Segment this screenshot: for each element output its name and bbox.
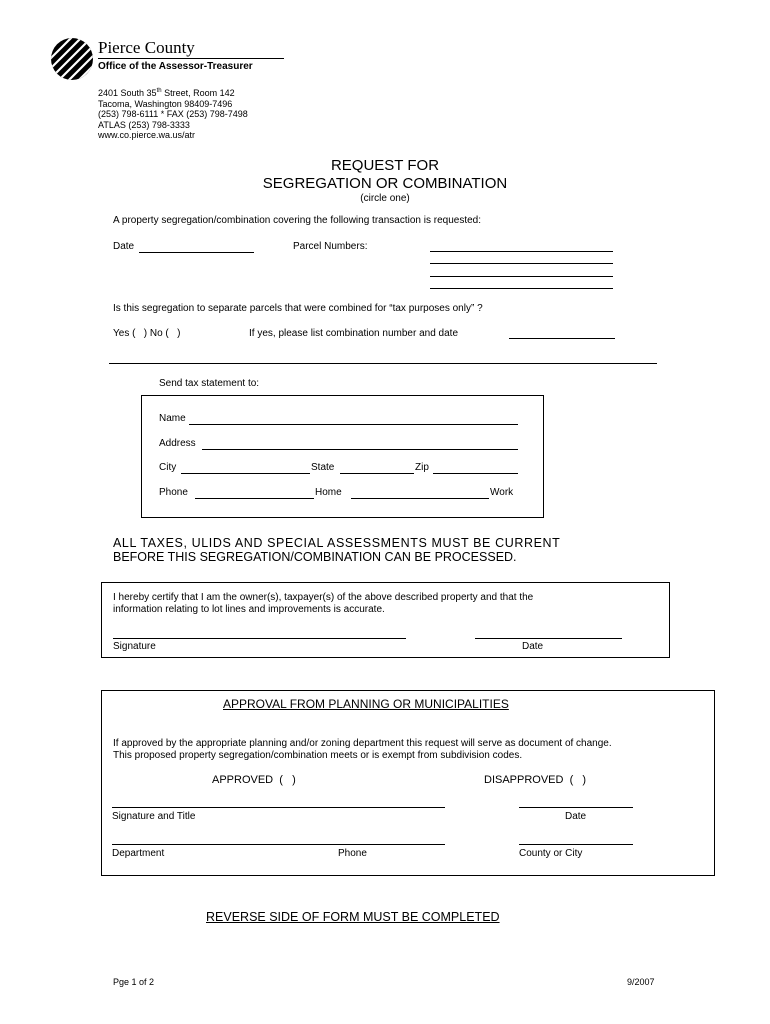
county-city-field[interactable]: [519, 844, 633, 845]
combination-prompt: If yes, please list combination number and date: [249, 328, 459, 339]
department-phone-field[interactable]: [112, 844, 445, 845]
approval-date-label: Date: [565, 811, 587, 822]
approval-phone-label: Phone: [338, 848, 367, 859]
approval-date-field[interactable]: [519, 807, 633, 808]
county-logo-icon: [50, 37, 94, 81]
revision-date: 9/2007: [627, 977, 655, 987]
approval-heading: APPROVAL FROM PLANNING OR MUNICIPALITIES: [223, 697, 509, 711]
tax-purposes-question: Is this segregation to separate parcels that were combined for “tax purposes only” ?: [113, 303, 483, 314]
certify-date-label: Date: [522, 641, 544, 652]
work-phone-field[interactable]: [351, 498, 489, 499]
warning-line2: BEFORE THIS SEGREGATION/COMBINATION CAN BE PROCESSED.: [113, 550, 517, 564]
date-label: Date: [113, 241, 135, 252]
parcel-number-field-4[interactable]: [430, 288, 613, 289]
city-label: City: [159, 462, 177, 473]
approval-box: [101, 690, 715, 876]
address-block: [98, 86, 248, 141]
approver-signature-field[interactable]: [112, 807, 445, 808]
owner-date-field[interactable]: [475, 638, 622, 639]
home-label: Home: [315, 487, 342, 498]
certify-text-line2: information relating to lot lines and improvements is accurate.: [113, 604, 385, 615]
address-field[interactable]: [202, 449, 518, 450]
approved-checkbox[interactable]: APPROVED ( ): [212, 774, 296, 786]
address-line2: Tacoma, Washington 98409-7496: [98, 98, 233, 109]
office-name: Office of the Assessor-Treasurer: [98, 61, 253, 72]
owner-signature-field[interactable]: [113, 638, 406, 639]
disapproved-checkbox[interactable]: DISAPPROVED ( ): [484, 774, 587, 786]
approval-text-line2: This proposed property segregation/combination meets or is exempt from subdivision codes.: [113, 750, 523, 761]
phone-fax: (253) 798-6111 * FAX (253) 798-7498: [98, 109, 248, 119]
certify-text-line1: I hereby certify that I am the owner(s), taxpayer(s) of the above described property and that the: [113, 592, 534, 603]
intro-text: A property segregation/combination covering the following transaction is requested:: [113, 215, 481, 226]
county-logo: [50, 37, 94, 81]
parcel-number-field-2[interactable]: [430, 263, 613, 264]
title-note: (circle one): [360, 193, 410, 204]
zip-label: Zip: [415, 462, 429, 473]
date-field[interactable]: [139, 252, 254, 253]
section-divider: [109, 363, 657, 364]
reverse-side-note: REVERSE SIDE OF FORM MUST BE COMPLETED: [206, 910, 500, 924]
org-name: Pierce County: [98, 38, 195, 57]
department-label: Department: [112, 848, 165, 859]
state-field[interactable]: [340, 473, 414, 474]
phone-label: Phone: [159, 487, 188, 498]
state-label: State: [311, 462, 335, 473]
yes-no-choice[interactable]: Yes ( ) No ( ): [113, 328, 181, 339]
parcel-label: Parcel Numbers:: [293, 241, 368, 252]
title-line2: SEGREGATION OR COMBINATION: [262, 175, 508, 192]
send-tax-label: Send tax statement to:: [159, 378, 260, 389]
website-link[interactable]: www.co.pierce.wa.us/atr: [98, 130, 196, 140]
title-line1: REQUEST FOR: [330, 157, 440, 174]
zip-field[interactable]: [433, 473, 518, 474]
work-label: Work: [490, 487, 514, 498]
parcel-number-field-3[interactable]: [430, 276, 613, 277]
parcel-number-field-1[interactable]: [430, 251, 613, 252]
county-city-label: County or City: [519, 848, 583, 859]
address-label: Address: [159, 438, 196, 449]
name-label: Name: [159, 413, 186, 424]
signature-label: Signature: [113, 641, 156, 652]
approval-text-line1: If approved by the appropriate planning and/or zoning department this request will serve as document of change.: [113, 738, 612, 749]
signature-title-label: Signature and Title: [112, 811, 196, 822]
home-phone-field[interactable]: [195, 498, 314, 499]
mailing-box: [141, 395, 544, 518]
logo-rule: [98, 58, 284, 59]
page-number: Pge 1 of 2: [113, 977, 155, 987]
city-field[interactable]: [181, 473, 310, 474]
address-line1: 2401 South 35th Street, Room 142: [98, 88, 235, 98]
warning-line1: ALL TAXES, ULIDS AND SPECIAL ASSESSMENTS MUST BE CURRENT: [113, 536, 561, 550]
atlas-phone: ATLAS (253) 798-3333: [98, 119, 190, 130]
name-field[interactable]: [189, 424, 518, 425]
combination-field[interactable]: [509, 338, 615, 339]
